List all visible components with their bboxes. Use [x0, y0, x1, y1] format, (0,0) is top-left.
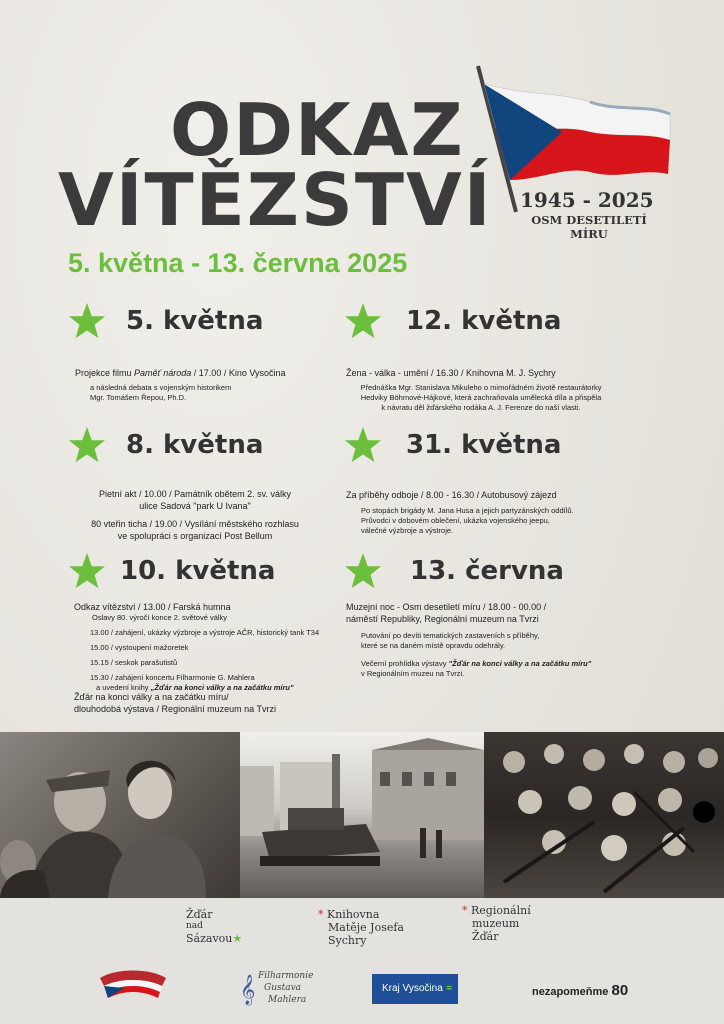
event-may8-l4: ve spolupráci s organizací Post Bellum — [117, 531, 273, 541]
logo-kraj-vysocina — [372, 974, 458, 1004]
event-may10-l2: Oslavy 80. výročí konce 2. světové války — [92, 613, 228, 622]
logo-knihovna — [318, 908, 404, 947]
event-may5-desc — [90, 383, 231, 403]
event-jun13-l2: náměstí Republiky, Regionální muzeum na Tvrzi — [346, 614, 539, 624]
event-may5-main — [75, 367, 286, 379]
event-may10-book: „Žďár na konci války a na začátku míru" — [150, 683, 294, 692]
green-star-icon — [68, 302, 106, 340]
knihovna-l1: Knihovna — [327, 908, 380, 921]
event-may10-l4: dlouhodobá výstava / Regionální muzeum na Tvrzi — [74, 704, 276, 714]
event-may10-schedule — [90, 628, 319, 693]
event-may12-d2: Hedviky Böhmové-Hájkové, která zachraňovala umělecká díla a přispěla — [360, 393, 602, 402]
day-may8: 8. května — [126, 430, 264, 460]
photo-tank-on-square — [240, 732, 484, 898]
event-may31-d1: Po stopách brigády M. Jana Husa a jejich partyzánských oddílů. — [361, 506, 574, 515]
event-may8-l2: ulice Sadová "park U Ivana" — [139, 501, 251, 511]
zdar-l1: Žďár — [186, 908, 213, 921]
nezapomenme-number: 80 — [611, 982, 629, 999]
date-range: 5. května - 13. června 2025 — [68, 248, 408, 278]
event-may5-d1: a následná debata s vojenským historikem — [90, 383, 232, 392]
event-may10-s5a: a uvedení knihy — [96, 683, 149, 692]
event-may12-d3: k návratu děl žďárského rodáka A. J. Ferenze do naší vlasti. — [381, 403, 581, 412]
filharmonie-l1: Filharmonie — [258, 971, 314, 981]
green-star-icon: ★ — [232, 932, 243, 945]
event-may12-d1: Přednáška Mgr. Stanislava Mikuleho o mimořádném životě restaurátorky — [360, 383, 602, 392]
green-star-icon — [344, 302, 382, 340]
event-may8-l3: 80 vteřin ticha / 19.00 / Vysílání městského rozhlasu — [91, 519, 299, 529]
event-may5-d2: Mgr. Tomášem Řepou, Ph.D. — [90, 393, 187, 402]
knihovna-l3: Sychry — [328, 934, 367, 947]
day-may12: 12. května — [406, 306, 562, 336]
photo-soldier-and-girl — [0, 732, 240, 898]
logo-filharmonie — [240, 966, 314, 1022]
title-line-1: ODKAZ — [170, 88, 465, 172]
event-may12-main: Žena - válka - umění / 16.30 / Knihovna M. J. Sychry — [346, 368, 556, 378]
zdar-l3: Sázavou — [186, 932, 233, 945]
zdar-l2: nad — [186, 921, 203, 931]
czech-sokol-emblem-icon — [96, 968, 170, 1004]
event-may31-desc — [361, 506, 574, 536]
event-may12-desc — [346, 383, 616, 413]
red-star-icon: * — [318, 908, 324, 921]
event-may8-main — [60, 488, 330, 542]
event-may5-film: Paměť národa — [134, 368, 192, 378]
event-may5-l1: Projekce filmu — [75, 368, 132, 378]
event-may10-s3: 15.15 / seskok parašutistů — [90, 658, 178, 667]
green-star-icon — [68, 426, 106, 464]
green-star-icon — [68, 552, 106, 590]
event-may8-l1: Pietní akt / 10.00 / Památník obětem 2. sv. války — [99, 489, 291, 499]
title-line-2: VÍTĚZSTVÍ — [58, 158, 493, 242]
event-may31-d2: Průvodci v dobovém oblečení, ukázka vojenského jeepu, — [361, 516, 550, 525]
green-star-icon — [344, 426, 382, 464]
nezapomenme-label: nezapomeňme — [532, 986, 609, 998]
filharmonie-l2: Gustava — [264, 983, 302, 993]
event-jun13-l1: Muzejní noc - Osm desetiletí míru / 18.00 - 00.00 / — [346, 602, 547, 612]
day-may31: 31. května — [406, 430, 562, 460]
event-jun13-d3a: Večerní prohlídka výstavy — [361, 659, 447, 668]
muzeum-l1: Regionální — [471, 904, 531, 917]
green-swoosh-icon: ≈ — [446, 983, 452, 994]
event-may10-s1: 13.00 / zahájení, ukázky výzbroje a výstroje AČR, historický tank T34 — [90, 628, 320, 637]
logo-muzeum — [462, 904, 531, 943]
day-jun13: 13. června — [410, 556, 564, 586]
event-may10-exhibit — [74, 691, 276, 715]
event-may5-place: / 17.00 / Kino Vysočina — [193, 368, 286, 378]
partner-logos — [0, 898, 724, 1024]
anniversary-subtitle: OSM DESETILETÍ MÍRU — [531, 213, 647, 241]
muzeum-l3: Žďár — [472, 930, 499, 943]
anniversary-years: 1945 - 2025 — [520, 188, 654, 212]
historic-photos — [0, 732, 724, 898]
event-may10-l1: Odkaz vítězství / 13.00 / Farská humna — [74, 602, 231, 612]
logo-nezapomenme — [532, 982, 628, 999]
day-may5: 5. května — [126, 306, 264, 336]
event-jun13-d2: které se na daném místě opravdu odehrály. — [361, 641, 506, 650]
green-star-icon — [344, 552, 382, 590]
red-star-icon: * — [462, 904, 468, 917]
filharmonie-l3: Mahlera — [268, 995, 307, 1005]
event-jun13-desc — [361, 631, 591, 679]
event-may31-main: Za příběhy odboje / 8.00 - 16.30 / Autobusový zájezd — [346, 490, 557, 500]
kraj-label: Kraj Vysočina — [382, 983, 443, 994]
event-may10-s4: 15.30 / zahájení koncertu Filharmonie G. Mahlera — [90, 673, 255, 682]
muzeum-l2: muzeum — [472, 917, 520, 930]
event-may10-s2: 15.00 / vystoupení mažoretek — [90, 643, 189, 652]
knihovna-l2: Matěje Josefa — [328, 921, 404, 934]
photo-partisans — [484, 732, 724, 898]
event-may10-l3: Žďár na konci války a na začátku míru/ — [74, 692, 229, 702]
event-jun13-d4: v Regionálním muzeu na Tvrzi. — [361, 669, 465, 678]
event-jun13-main — [346, 601, 546, 625]
event-jun13-d1: Putování po devíti tematických zastaveních s příběhy, — [361, 631, 540, 640]
event-jun13-exhibit: "Žďár na konci války a na začátku míru" — [448, 659, 592, 668]
event-may31-d3: válečné výzbroje a výstroje. — [361, 526, 454, 535]
treble-clef-icon: 𝄞 — [240, 974, 256, 1004]
day-may10: 10. května — [120, 556, 276, 586]
logo-zdar — [186, 908, 242, 945]
